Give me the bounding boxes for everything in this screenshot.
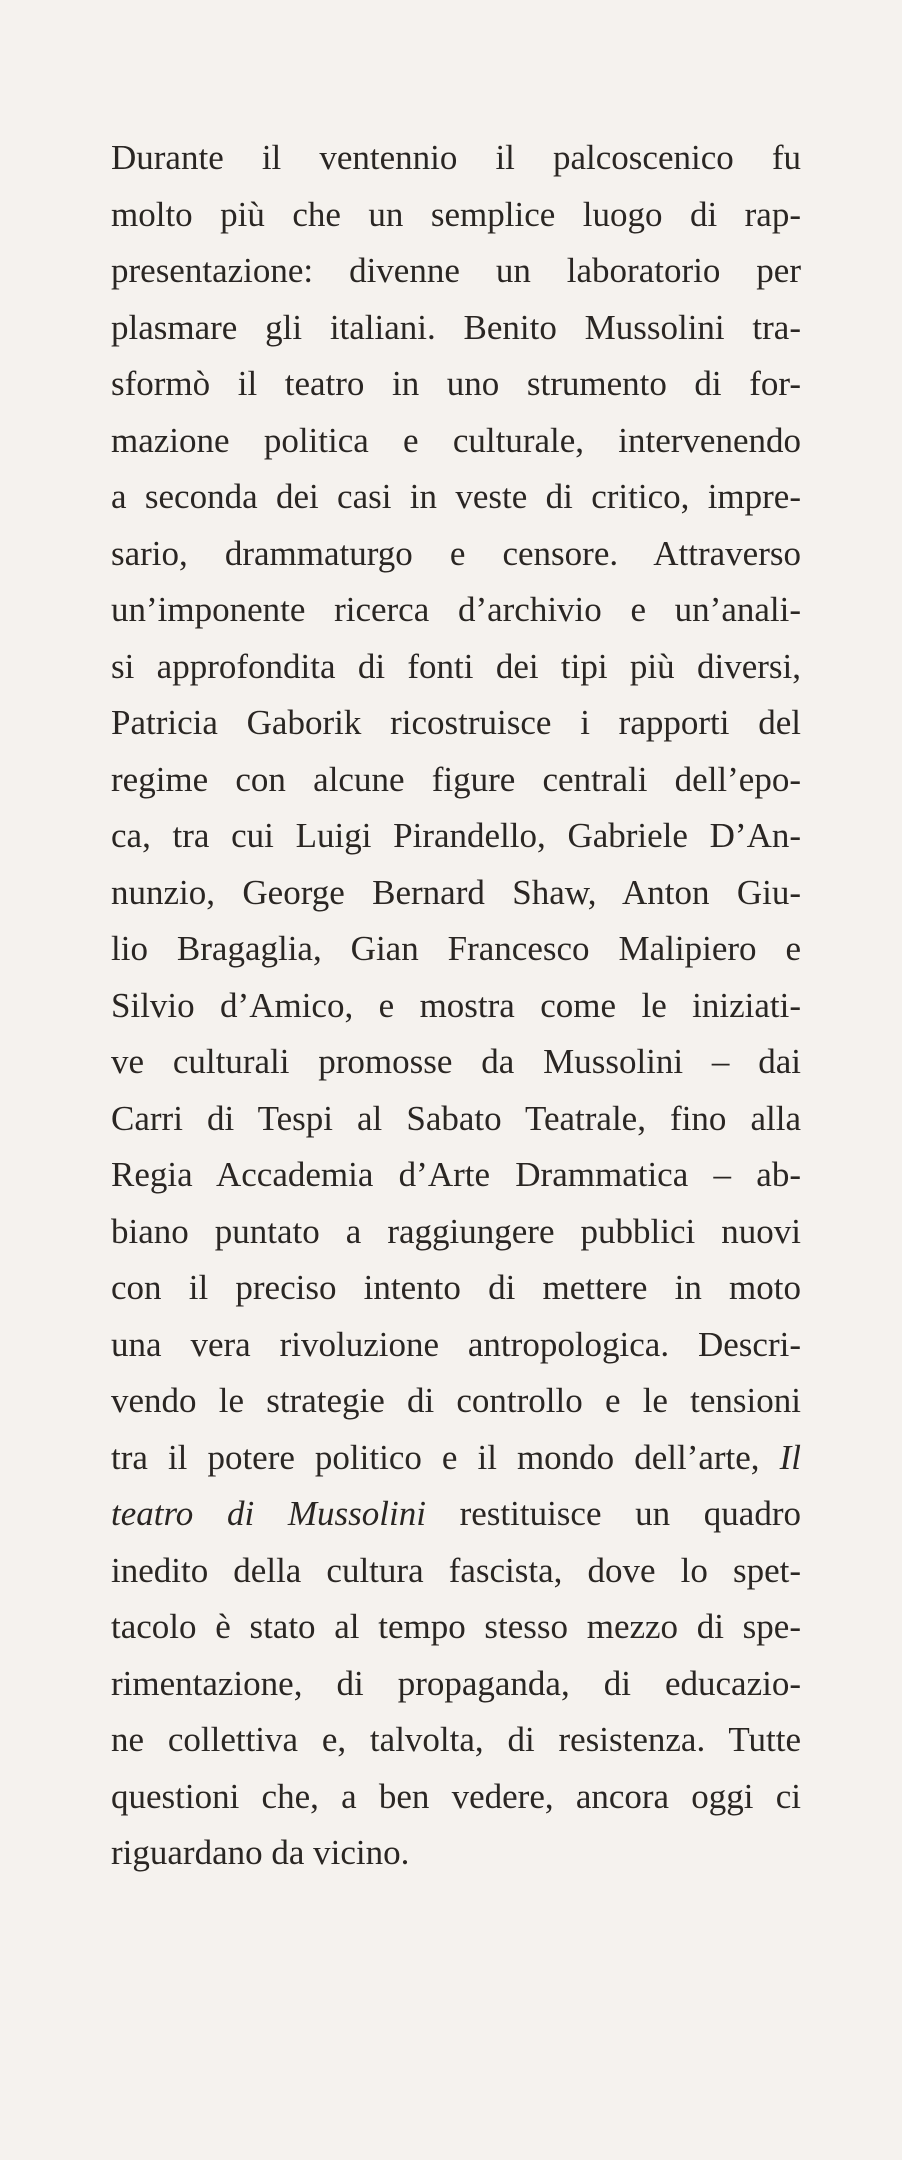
book-title-italic: Il [779, 1437, 801, 1477]
blurb-line [111, 1430, 801, 1487]
blurb-line: molto più che un semplice luogo di rap- [111, 194, 801, 234]
blurb-paragraph [111, 130, 801, 1882]
blurb-line: rimentazione, di propaganda, di educazio- [111, 1663, 801, 1703]
blurb-line: presentazione: divenne un laboratorio per [111, 251, 801, 290]
blurb-line: Patricia Gaborik ricostruisce i rapporti del [111, 703, 801, 742]
blurb-line: si approfondita di fonti dei tipi più diversi, [111, 646, 801, 686]
blurb-line: una vera rivoluzione antropologica. Descri- [111, 1324, 801, 1364]
blurb-line: Silvio d’Amico, e mostra come le iniziati- [111, 985, 801, 1025]
blurb-line [111, 1486, 801, 1543]
blurb-line: Regia Accademia d’Arte Drammatica – ab- [111, 1155, 801, 1194]
blurb-line: sformò il teatro in uno strumento di for- [111, 364, 801, 403]
blurb-line: questioni che, a ben vedere, ancora oggi ci [111, 1776, 801, 1816]
blurb-line-final: riguardano da vicino. [111, 1833, 410, 1872]
blurb-line: vendo le strategie di controllo e le tensioni [111, 1381, 801, 1420]
blurb-line: nunzio, George Bernard Shaw, Anton Giu- [111, 872, 801, 912]
blurb-line: Carri di Tespi al Sabato Teatrale, fino alla [111, 1098, 801, 1138]
blurb-line: con il preciso intento di mettere in moto [111, 1268, 801, 1307]
blurb-line: ca, tra cui Luigi Pirandello, Gabriele D’An- [111, 816, 801, 855]
blurb-line: ne collettiva e, talvolta, di resistenza. Tutte [111, 1720, 801, 1759]
blurb-line: ve culturali promosse da Mussolini – dai [111, 1042, 801, 1081]
blurb-text-segment: restituisce un quadro [459, 1494, 801, 1533]
blurb-line: lio Bragaglia, Gian Francesco Malipiero e [111, 929, 801, 968]
blurb-line: tacolo è stato al tempo stesso mezzo di spe- [111, 1607, 801, 1646]
blurb-text-segment: tra il potere politico e il mondo dell’arte, [111, 1437, 760, 1477]
blurb-line: mazione politica e culturale, intervenendo [111, 420, 801, 460]
blurb-line: plasmare gli italiani. Benito Mussolini tra- [111, 307, 801, 347]
blurb-line: Durante il ventennio il palcoscenico fu [111, 138, 801, 177]
blurb-line: un’imponente ricerca d’archivio e un’anali- [111, 590, 801, 629]
book-title-italic: teatro di Mussolini [111, 1494, 426, 1533]
blurb-line: biano puntato a raggiungere pubblici nuovi [111, 1211, 801, 1251]
blurb-line: sario, drammaturgo e censore. Attraverso [111, 533, 801, 573]
blurb-line: inedito della cultura fascista, dove lo spet- [111, 1550, 801, 1590]
blurb-line: a seconda dei casi in veste di critico, impre- [111, 477, 801, 516]
blurb-line: regime con alcune figure centrali dell’epo- [111, 759, 801, 799]
